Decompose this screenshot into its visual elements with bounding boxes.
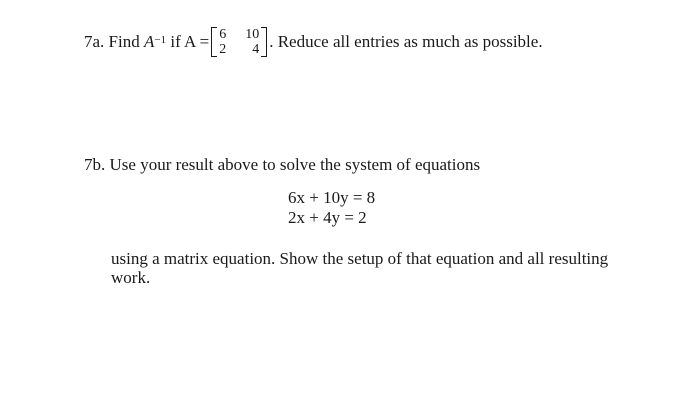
problem-7b-intro: 7b. Use your result above to solve the system of equations — [84, 155, 481, 174]
equation-1: 6x + 10y = 8 — [288, 188, 376, 207]
if-clause: if A = — [170, 32, 210, 51]
find-word: Find — [108, 32, 140, 51]
matrix-entry: 2 — [219, 42, 227, 57]
equation-2: 2x + 4y = 2 — [288, 208, 367, 227]
problem-7a — [84, 27, 543, 57]
right-bracket — [261, 27, 267, 57]
problem-7a-instruction: . Reduce all entries as much as possible. — [269, 32, 543, 51]
matrix-entry: 6 — [219, 27, 227, 42]
problem-7b-instruction-line-1: using a matrix equation. Show the setup of that equation and all resulting — [111, 249, 609, 268]
inverse-exponent: −1 — [154, 34, 167, 46]
matrix-entry: 10 — [245, 27, 260, 42]
matrix-a — [211, 27, 267, 57]
problem-7a-label: 7a. — [84, 32, 105, 51]
matrix-variable: A — [143, 32, 155, 51]
problem-7b-instruction-line-2: work. — [111, 268, 151, 287]
matrix-entry: 4 — [252, 42, 260, 57]
